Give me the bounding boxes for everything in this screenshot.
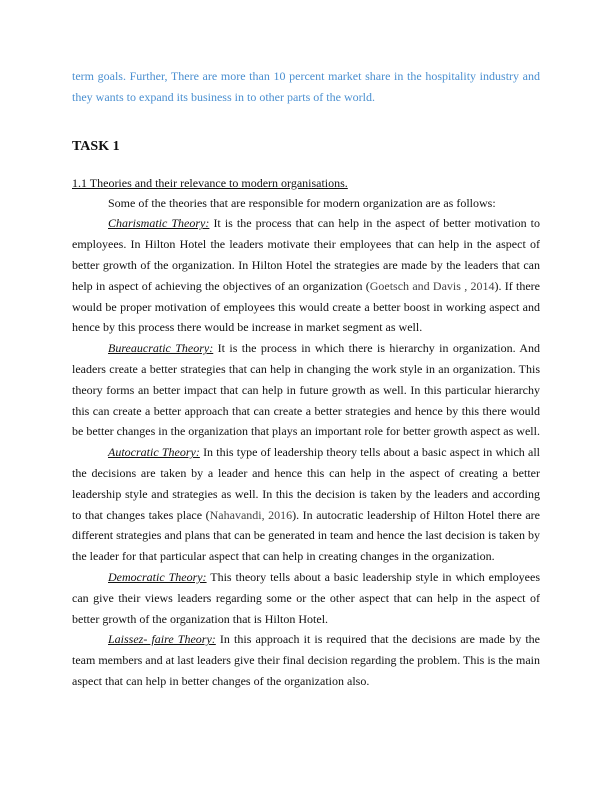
paragraph-autocratic <box>72 442 540 567</box>
charismatic-text-2: ). If there would be proper motivation of employees this would create a better boost in working aspect and hence by this process there would be increase in market segment as well. <box>72 278 540 335</box>
autocratic-text-1: In this type of leadership theory tells about a basic aspect in which all the decisions are taken by a leader and hence this can help in the aspect of creating a better leadership style and strategies as well. In this the decision is taken by the leaders and according to that changes takes place ( <box>72 445 540 522</box>
citation-nahavandi: Nahavandi, 2016 <box>209 507 293 522</box>
bureaucratic-text: It is the process in which there is hierarchy in organization. And leaders create a better strategies that can help in changing the work style in an organization. This theory forms an better impact that can help in future growth as well. In this particular hierarchy this can create a better approach that can create a better strategies and hence by this there would be better changes in the organization that plays an important role for better growth aspect as well. <box>72 341 540 439</box>
term-charismatic: Charismatic Theory: <box>108 216 210 231</box>
paragraph-bureaucratic <box>72 338 540 442</box>
laissez-faire-text: In this approach it is required that the decisions are made by the team members and at last leaders give their final decision regarding the problem. This is the main aspect that can help in better changes of the organization also. <box>72 632 540 688</box>
paragraph-democratic <box>72 567 540 629</box>
intro-paragraph: term goals. Further, There are more than 10 percent market share in the hospitality industry and they wants to expand its business in to other parts of the world. <box>72 69 540 104</box>
paragraph-charismatic <box>72 213 540 338</box>
citation-goetsch: Goetsch and Davis , 2014 <box>369 278 495 293</box>
section-lead: Some of the theories that are responsible for modern organization are as follows: <box>108 195 496 210</box>
term-bureaucratic: Bureaucratic Theory: <box>108 341 214 356</box>
autocratic-text-2: ). In autocratic leadership of Hilton Hotel there are different strategies and plans that can be generated in team and hence the last decision is taken by the leader for that particular aspect that can help in creating changes in the organization. <box>72 507 540 564</box>
page-content <box>72 66 540 692</box>
task-heading: TASK 1 <box>72 138 120 154</box>
paragraph-laissez-faire <box>72 629 540 691</box>
term-laissez-faire: Laissez- faire Theory: <box>108 632 216 647</box>
term-democratic: Democratic Theory: <box>108 569 207 584</box>
section-title: 1.1 Theories and their relevance to modern organisations. <box>72 175 348 190</box>
charismatic-text-1: It is the process that can help in the aspect of better motivation to employees. In Hilton Hotel the leaders motivate their employees that can help in the aspect of better growth of the organization. In Hilton Hotel the strategies are made by the leaders that can help in aspect of achieving the objectives of an organization ( <box>72 216 540 293</box>
democratic-text: This theory tells about a basic leadership style in which employees can give their views leaders regarding some or the other aspect that can help in the aspect of better growth of the organization that is Hilton Hotel. <box>72 569 540 626</box>
term-autocratic: Autocratic Theory: <box>108 445 200 460</box>
